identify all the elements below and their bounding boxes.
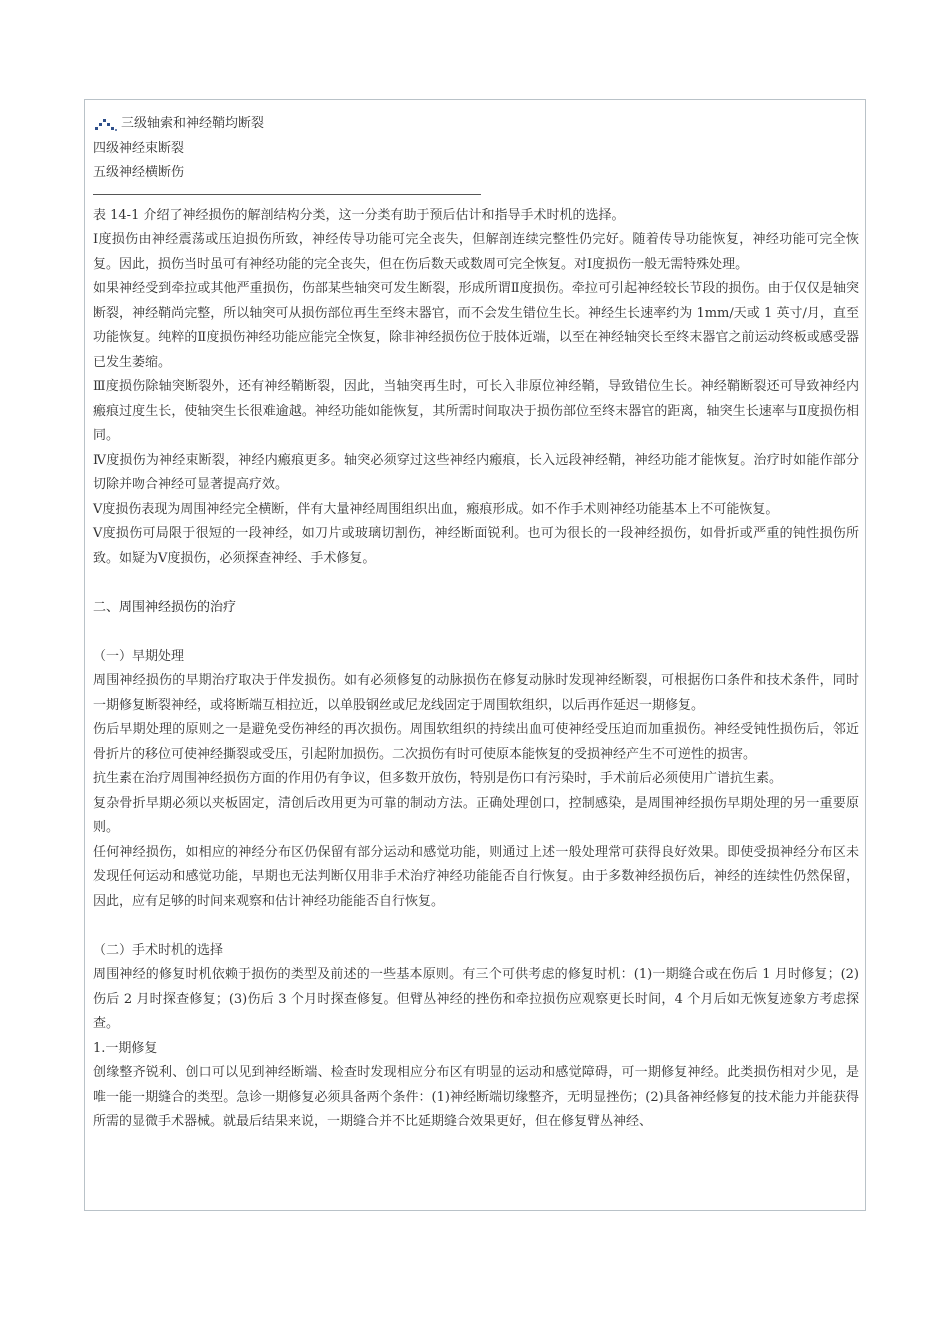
paragraph: Ⅲ度损伤除轴突断裂外，还有神经鞘断裂，因此，当轴突再生时，可长入非原位神经鞘，导致错位生长。神经鞘断裂还可导致神经内瘢痕过度生长，使轴突生长很难逾越。神经功能如能恢复，其所需时间取决于损伤部位至终末器官的距离，轴突生长速率与Ⅱ度损伤相同。 [93, 379, 859, 443]
paragraph: Ⅳ度损伤为神经束断裂，神经内瘢痕更多。轴突必须穿过这些神经内瘢痕，长入远段神经鞘，神经功能才能恢复。治疗时如能作部分切除并吻合神经可显著提高疗效。 [93, 452, 859, 492]
paragraph: 创缘整齐锐利、创口可以见到神经断端、检查时发现相应分布区有明显的运动和感觉障碍，可一期修复神经。此类损伤相对少见，是唯一能一期缝合的类型。急诊一期修复必须具备两个条件：(1)神经断端切缘整齐，无明显挫伤；(2)具备神经修复的技术能力并能获得所需的显微手术器械。就最后结果来说，一期缝合并不比延期缝合效果更好，但在修复臂丛神经、 [93, 1065, 859, 1129]
spacer [93, 620, 859, 645]
section-title: 二、周围神经损伤的治疗 [93, 599, 237, 615]
paragraph: 抗生素在治疗周围神经损伤方面的作用仍有争议，但多数开放伤，特别是伤口有污染时，手术前后必须使用广谱抗生素。 [93, 771, 783, 786]
paragraph: 伤后早期处理的原则之一是避免受伤神经的再次损伤。周围软组织的持续出血可使神经受压迫而加重损伤。神经受钝性损伤后，邻近骨折片的移位可使神经撕裂或受压，引起附加损伤。二次损伤有时可使原本能恢复的受损神经产生不可逆性的损害。 [93, 722, 859, 762]
paragraph: 周围神经的修复时机依赖于损伤的类型及前述的一些基本原则。有三个可供考虑的修复时机：(1)一期缝合或在伤后 1 月时修复；(2)伤后 2 月时探查修复；(3)伤后 3 个月时探查修复。但臂丛神经的挫伤和牵拉损伤应观察更长时间，4 个月后如无恢复迹象方考虑探查。 [93, 967, 859, 1031]
paragraph: 如果神经受到牵拉或其他严重损伤，伤部某些轴突可发生断裂，形成所谓Ⅱ度损伤。牵拉可引起神经较长节段的损伤。由于仅仅是轴突断裂，神经鞘尚完整，所以轴突可从损伤部位再生至终末器官，而不会发生错位生长。神经生长速率约为 1mm/天或 1 英寸/月，直至功能恢复。纯粹的Ⅱ度损伤神经功能应能完全恢复，除非神经损伤位于肢体近端，以至在神经轴突长至终末器官之前运动终板或感受器已发生萎缩。 [93, 281, 859, 370]
paragraph: Ⅰ度损伤由神经震荡或压迫损伤所致，神经传导功能可完全丧失，但解剖连续完整性仍完好。随着传导功能恢复，神经功能可完全恢复。因此，损伤当时虽可有神经功能的完全丧失，但在伤后数天或数周可完全恢复。对Ⅰ度损伤一般无需特殊处理。 [93, 232, 859, 272]
paragraph: 复杂骨折早期必须以夹板固定，清创后改用更为可靠的制动方法。正确处理创口，控制感染，是周围神经损伤早期处理的另一重要原则。 [93, 795, 859, 835]
paragraph: 任何神经损伤，如相应的神经分布区仍保留有部分运动和感觉功能，则通过上述一般处理常可获得良好效果。即使受损神经分布区未发现任何运动和感觉功能，早期也无法判断仅用非手术治疗神经功能能否自行恢复。由于多数神经损伤后，神经的连续性仍然保留，因此，应有足够的时间来观察和估计神经功能能否自行恢复。 [93, 844, 859, 909]
divider-rule [93, 194, 481, 195]
spacer [93, 914, 859, 939]
document-frame [84, 99, 866, 1211]
subsection-title: （一）早期处理 [93, 648, 185, 664]
subsection-title: 1.一期修复 [93, 1040, 158, 1056]
header-item-text: 三级轴索和神经鞘均断裂 [121, 116, 265, 131]
logo-icon [93, 115, 119, 133]
header-item-1 [93, 112, 859, 137]
subsection-title: （二）手术时机的选择 [93, 942, 224, 958]
header-item-2: 四级神经束断裂 [93, 140, 185, 156]
paragraph: 周围神经损伤的早期治疗取决于伴发损伤。如有必须修复的动脉损伤在修复动脉时发现神经断裂，可根据伤口条件和技术条件，同时一期修复断裂神经，或将断端互相拉近，以单股钢丝或尼龙线固定于周围软组织，以后再作延迟一期修复。 [93, 673, 859, 713]
spacer [93, 571, 859, 596]
document-content [93, 112, 859, 1135]
header-item-3: 五级神经横断伤 [93, 165, 185, 180]
paragraph: Ⅴ度损伤表现为周围神经完全横断，伴有大量神经周围组织出血，瘢痕形成。如不作手术则神经功能基本上不可能恢复。 [93, 501, 779, 517]
paragraph: 表 14-1 介绍了神经损伤的解剖结构分类，这一分类有助于预后估计和指导手术时机的选择。 [93, 207, 625, 223]
paragraph: Ⅴ度损伤可局限于很短的一段神经，如刀片或玻璃切割伤，神经断面锐利。也可为很长的一段神经损伤，如骨折或严重的钝性损伤所致。如疑为Ⅴ度损伤，必须探查神经、手术修复。 [93, 526, 859, 566]
